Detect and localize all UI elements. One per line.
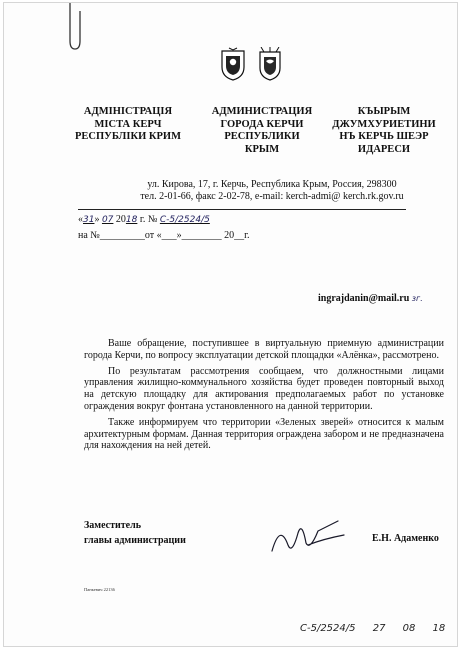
recipient-handwritten-mark: зг. — [411, 294, 423, 303]
address-line: ул. Кирова, 17, г. Керчь, Республика Крым, Россия, 298300 — [147, 179, 397, 190]
header-crh-line: НЪ КЕРЧЬ ШЕЭР — [339, 131, 429, 142]
signatory-title — [84, 518, 186, 548]
letter-body — [84, 338, 444, 456]
signatory-name: Е.Н. Адаменко — [372, 533, 439, 544]
signatory-title-line: главы администрации — [84, 535, 186, 546]
ref-number-label: г. № — [139, 214, 158, 225]
paper-clip-icon — [64, 3, 86, 51]
header-crh-line: ИДАРЕСИ — [357, 143, 411, 155]
ref-number: С-5/2524/5 — [159, 215, 210, 225]
header-crh-line: ДЖУМХУРИЕТИНИ — [332, 118, 436, 130]
ref-month: 07 — [101, 215, 114, 225]
stamp-month: 08 — [402, 623, 416, 634]
header-rus-line: РЕСПУБЛИКИ — [224, 131, 300, 142]
header-rus-line: КРЫМ — [244, 143, 280, 155]
stamp-day: 27 — [372, 623, 386, 634]
recipient-email — [318, 293, 423, 304]
stamp-year: 18 — [432, 623, 446, 634]
header-ukr-line: АДМІНІСТРАЦІЯ — [83, 106, 173, 117]
recipient-email-address: ingrajdanin@mail.ru — [318, 293, 410, 304]
kerch-coat-of-arms-icon — [256, 47, 284, 81]
outgoing-reference — [78, 214, 210, 225]
address-block — [122, 179, 422, 203]
stamp-number: С-5/2524/5 — [300, 623, 356, 634]
letter-page — [3, 2, 458, 647]
signatory-title-line: Заместитель — [84, 520, 142, 531]
ref-year: 18 — [125, 215, 138, 225]
registration-stamp — [300, 623, 459, 634]
header-rus-line: ГОРОДА КЕРЧИ — [220, 118, 304, 130]
body-paragraph: По результатам рассмотрения сообщаем, что должностными лицами управления жилищно-коммунального хозяйства будет проведен повторный выход на детскую площадку для актирования предполагаемых работ по установке ограждения вокруг фонтана установленного на данной территории. — [84, 365, 444, 412]
quote-mark: » — [94, 214, 100, 225]
header-russian — [196, 106, 328, 156]
header-crh-line: КЪЫРЫМ — [357, 106, 411, 117]
ref-day: 31 — [83, 215, 95, 225]
ref-year-prefix: 20 — [115, 214, 126, 225]
header-ukr-line: МІСТА КЕРЧ — [94, 118, 162, 130]
contact-line: тел. 2-01-66, факс 2-02-78, e-mail: kerch-admi@ kerch.rk.gov.ru — [140, 191, 404, 202]
incoming-reference: на №_________от «___»________ 20__г. — [78, 230, 250, 241]
header-divider — [78, 209, 406, 210]
executor-note: Панкевич 22136 — [84, 587, 115, 592]
header-crimean-tatar — [324, 106, 444, 156]
header-rus-line: АДМИНИСТРАЦИЯ — [211, 106, 313, 117]
handwritten-signature — [268, 515, 348, 557]
body-paragraph: Ваше обращение, поступившее в виртуальную приемную администрации города Керчи, по вопросу эксплуатации детской площадки «Алёнка», рассмотрено. — [84, 338, 444, 361]
header-ukr-line: РЕСПУБЛІКИ КРИМ — [75, 131, 181, 142]
header-ukrainian — [64, 106, 192, 144]
body-paragraph: Также информируем что территории «Зеленых зверей» относится к малым архитектурным формам. Данная территория ограждена забором и не предназначена для нахождения на ней детей. — [84, 416, 444, 452]
crimea-emblem-icon — [219, 47, 247, 81]
quote-mark: « — [78, 214, 83, 225]
